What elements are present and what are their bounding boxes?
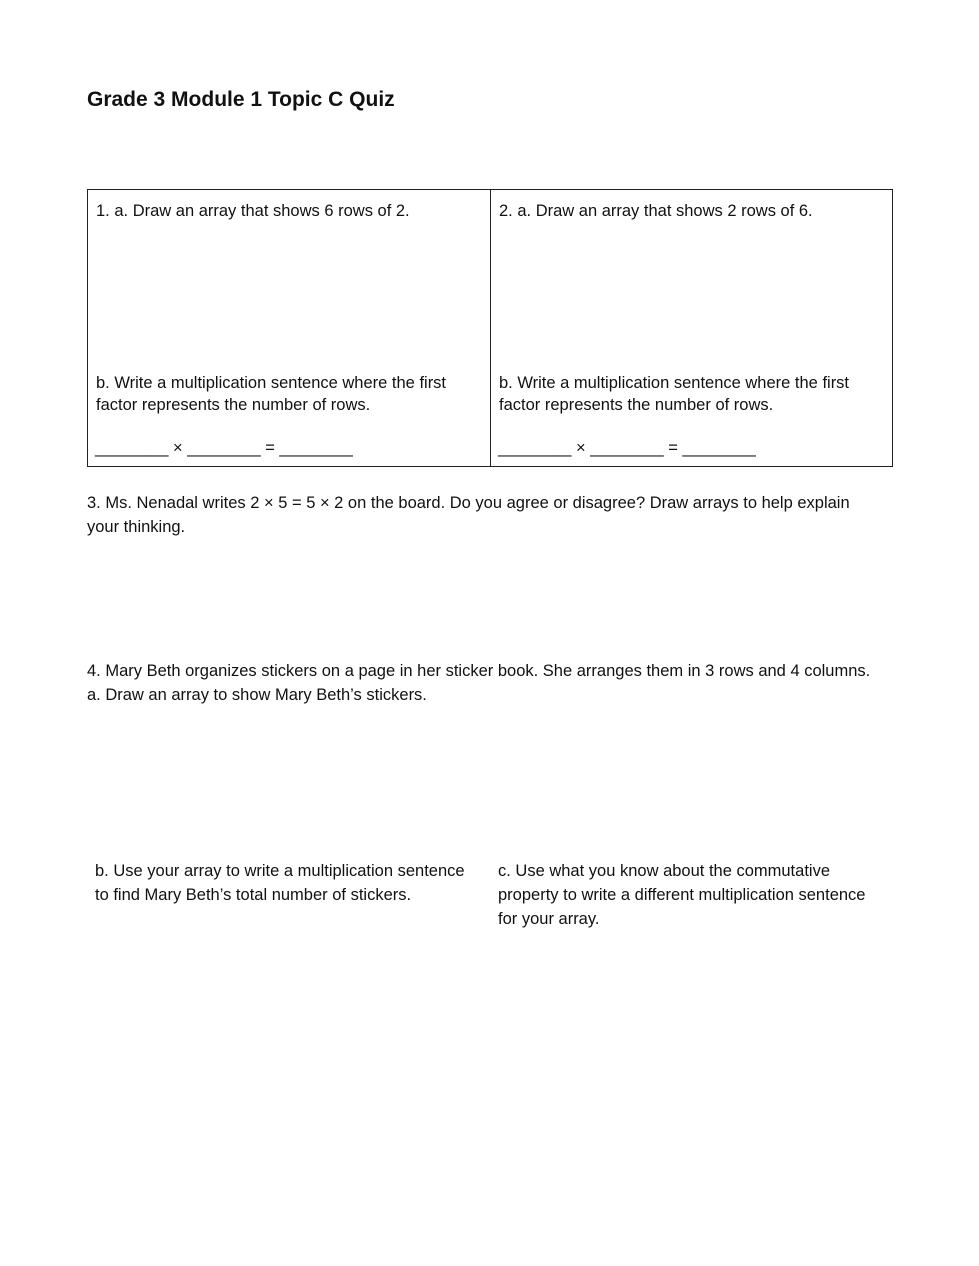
question-1-answer-blanks: ________ × ________ = ________ <box>95 439 353 457</box>
question-3-text: 3. Ms. Nenadal writes 2 × 5 = 5 × 2 on the board. Do you agree or disagree? Draw arrays to help explain your thinking. <box>87 494 850 536</box>
question-1a-text: 1. a. Draw an array that shows 6 rows of 2. <box>96 202 410 220</box>
question-4-text: 4. Mary Beth organizes stickers on a page in her sticker book. She arranges them in 3 rows and 4 columns. <box>87 662 871 680</box>
question-4b-text: b. Use your array to write a multiplication sentence to find Mary Beth’s total number of stickers. <box>95 862 465 904</box>
question-4c-text: c. Use what you know about the commutative property to write a different multiplication sentence for your array. <box>498 862 866 928</box>
question-2a-text: 2. a. Draw an array that shows 2 rows of 6. <box>499 202 813 220</box>
question-2-cell <box>490 190 892 466</box>
question-1b-text: b. Write a multiplication sentence where the first factor represents the number of rows. <box>96 374 447 414</box>
question-2b-text: b. Write a multiplication sentence where the first factor represents the number of rows. <box>499 374 850 414</box>
question-4a-text: a. Draw an array to show Mary Beth’s stickers. <box>87 686 427 704</box>
question-2-answer-blanks: ________ × ________ = ________ <box>498 439 756 457</box>
page-title: Grade 3 Module 1 Topic C Quiz <box>87 88 395 111</box>
question-4-block <box>87 659 877 707</box>
question-1-cell <box>88 190 490 466</box>
questions-table <box>87 189 893 467</box>
